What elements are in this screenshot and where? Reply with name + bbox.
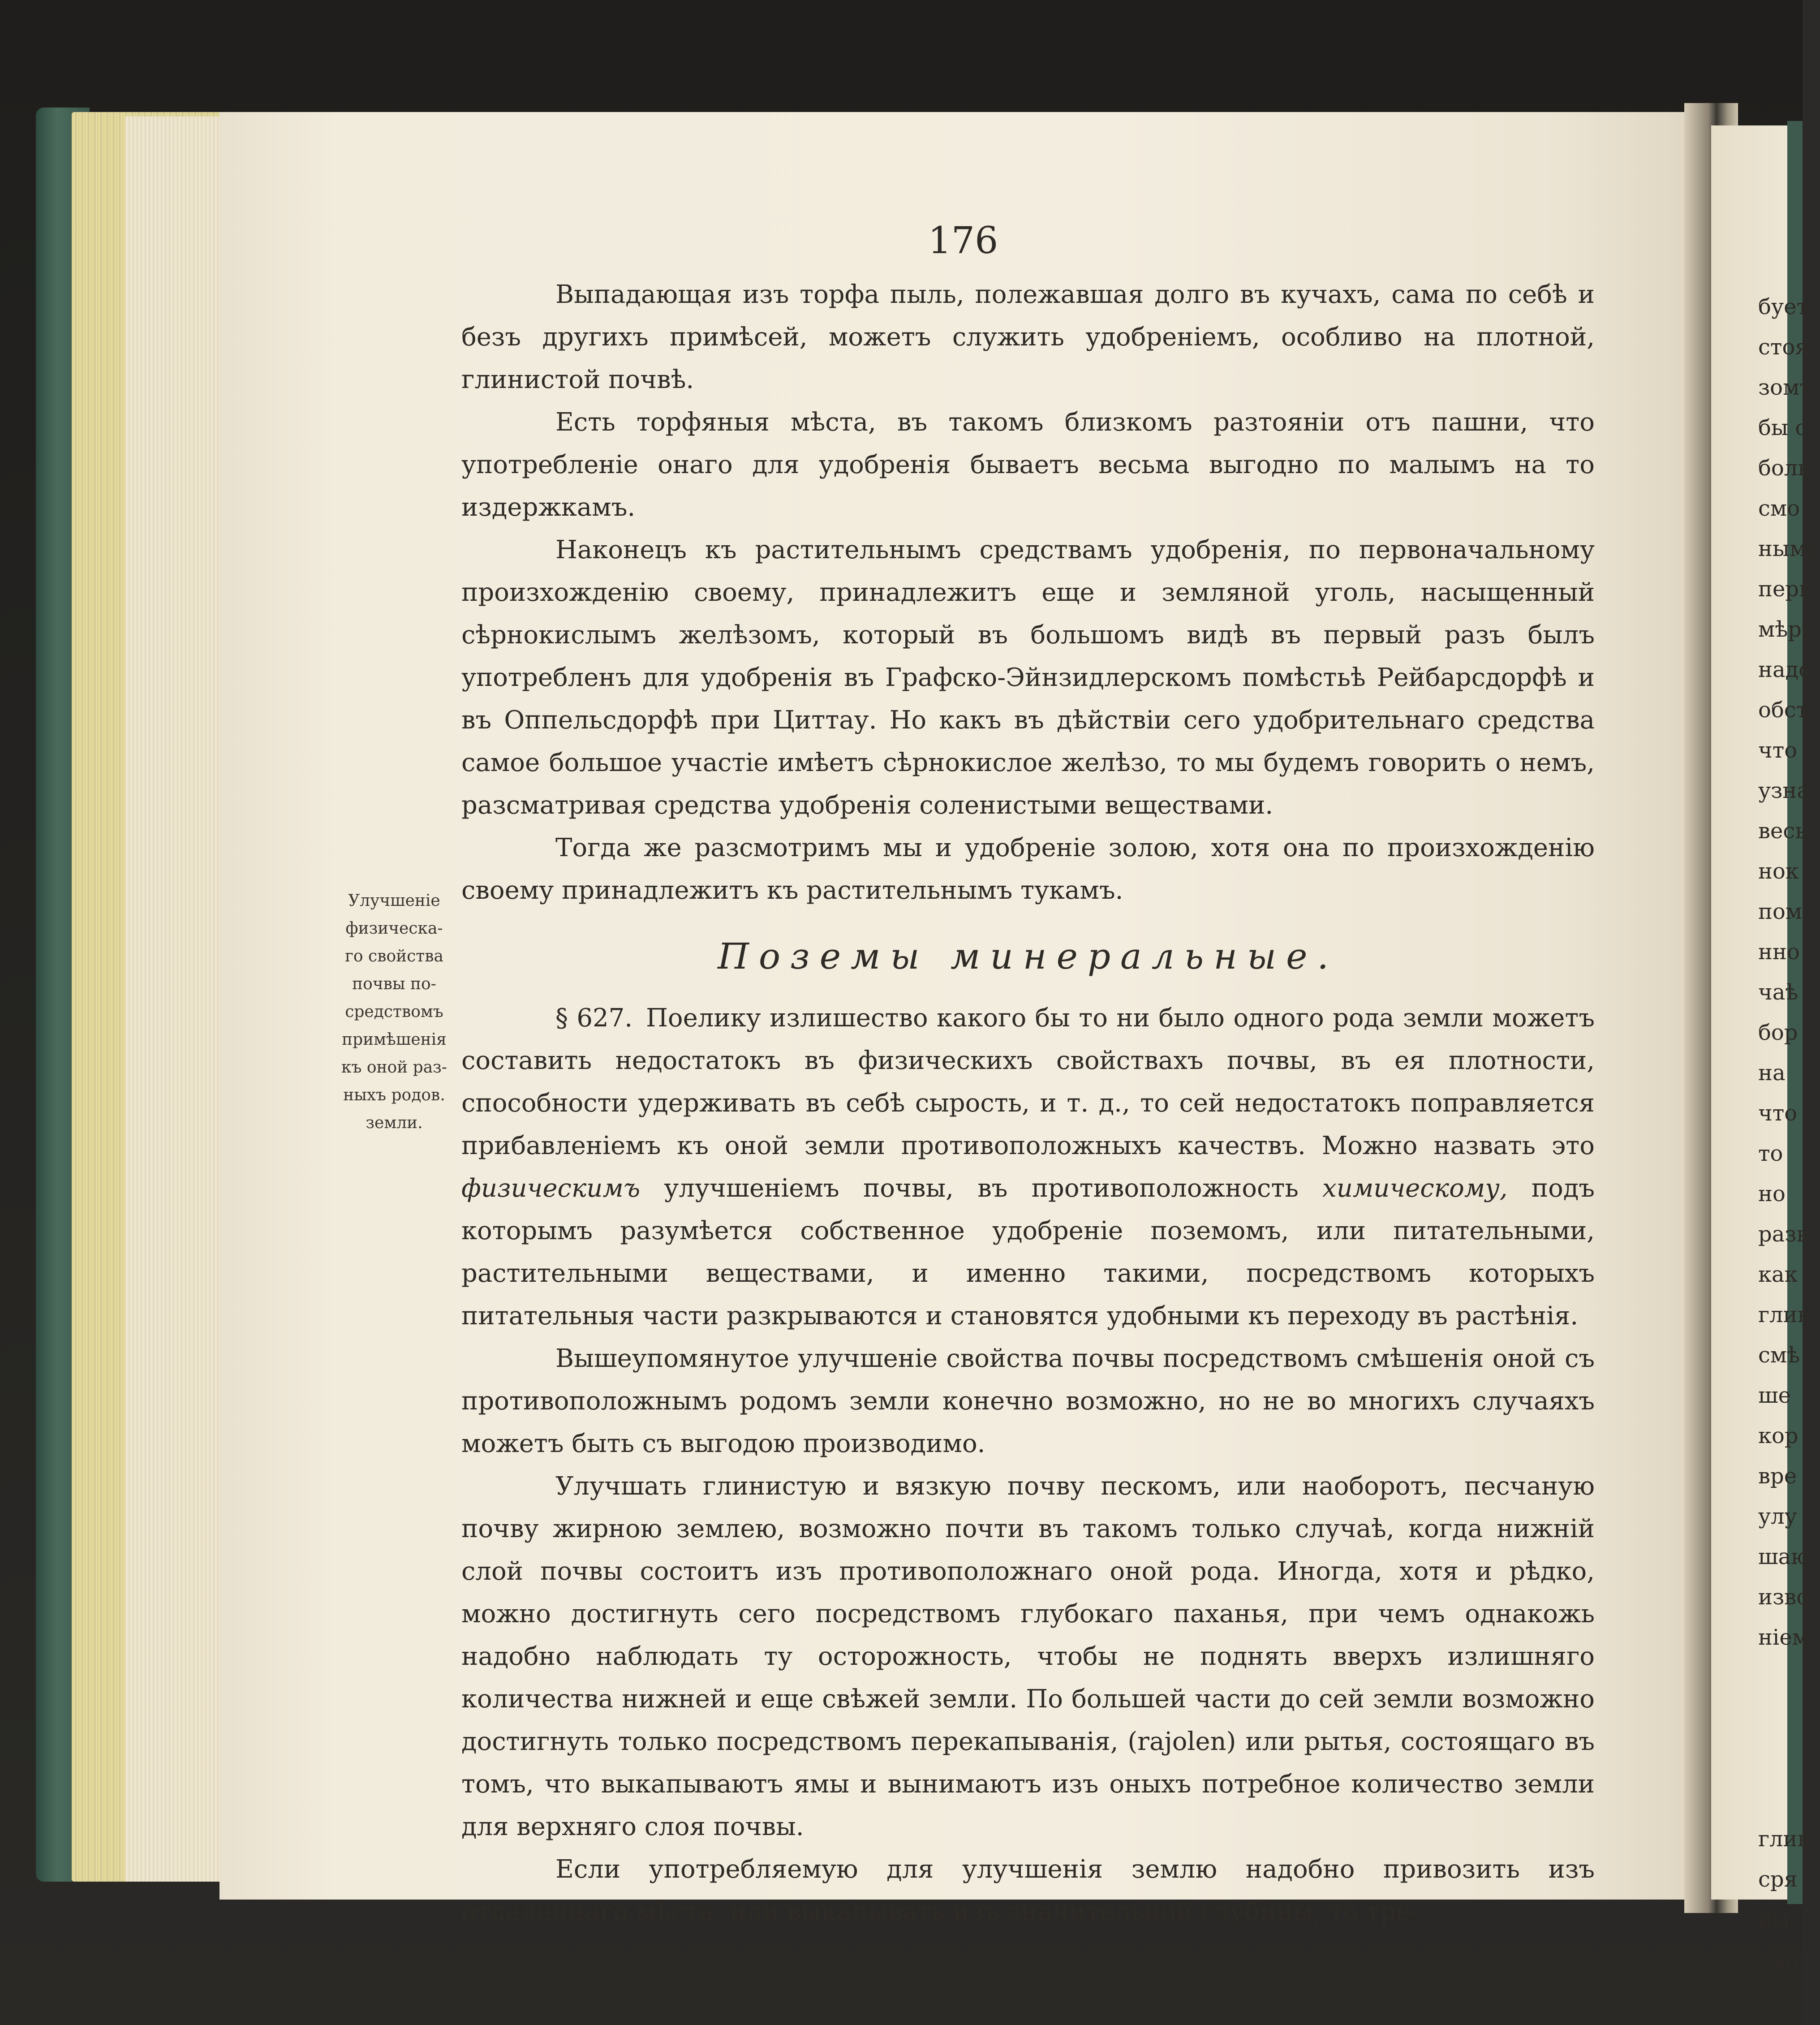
- margin-note-line: Улучшеніе: [348, 892, 440, 910]
- paragraph: Наконецъ къ растительнымъ средствамъ удобренія, по первоначальному произхожденію своему, принадлежитъ еще и земляной уголь, насыщенный сѣрнокислымъ желѣзомъ, который въ большомъ видѣ въ первый разъ былъ употребленъ для удобренія въ Графско-Эйнзидлерскомъ помѣстьѣ Рейбарсдорфѣ и въ Оппельсдорфѣ при Циттау. Но какъ въ дѣйствіи сего удобрительнаго средства самое большое участіе имѣетъ сѣрнокислое желѣзо, то мы будемъ говорить о немъ, разсматривая средства удобренія соленистыми веществами.: [461, 535, 1595, 820]
- facing-fragment: сря: [1758, 1867, 1798, 1892]
- facing-fragment: зомъ: [1758, 375, 1813, 400]
- facing-fragment: обст: [1758, 698, 1808, 723]
- facing-fragment: ны: [1758, 1907, 1790, 1932]
- facing-fragment: смо: [1758, 496, 1800, 521]
- facing-fragment: шаю: [1758, 1544, 1810, 1569]
- facing-fragment: бует: [1758, 294, 1809, 319]
- facing-fragment: смѣ: [1758, 1343, 1800, 1368]
- margin-note-line: ныхъ родов.: [343, 1086, 445, 1104]
- margin-note-line: физическа-: [345, 919, 443, 938]
- facing-fragment: изво: [1758, 1585, 1810, 1610]
- section-text: улучшеніемъ почвы, въ противоположность: [664, 1174, 1299, 1203]
- facing-fragment: узна: [1758, 778, 1810, 803]
- facing-fragment: бор: [1758, 1020, 1798, 1045]
- paragraph: Вышеупомянутое улучшеніе свойства почвы посредствомъ смѣшенія оной съ противоположнымъ родомъ земли конечно возможно, но не во многихъ случаяхъ можетъ быть съ выгодою производимо.: [461, 1344, 1595, 1458]
- facing-fragment: надо: [1758, 657, 1812, 682]
- paragraph: Есть торфяныя мѣста, въ такомъ близкомъ разтояніи отъ пашни, что употребленіе онаго для удобренія бываетъ весьма выгодно по малымъ на то издержкамъ.: [461, 408, 1595, 522]
- emphasis-chemical: химическому,: [1322, 1174, 1508, 1203]
- facing-fragment: Тан: [1758, 1947, 1800, 1973]
- facing-fragment: что: [1758, 738, 1798, 763]
- facing-fragment: как: [1758, 1262, 1798, 1287]
- margin-note: [336, 887, 452, 1137]
- facing-fragment: то: [1758, 1141, 1783, 1166]
- margin-note-line: почвы по-: [352, 975, 436, 993]
- section-number: § 627.: [555, 1004, 633, 1033]
- margin-note-line: примѣшенія: [342, 1030, 447, 1049]
- facing-page-text: [1758, 287, 1820, 1980]
- margin-note-line: къ оной раз-: [341, 1058, 447, 1077]
- facing-fragment: нымъ: [1758, 536, 1820, 561]
- facing-fragment: ше: [1758, 1383, 1791, 1408]
- section-text: Поелику излишество какого бы то ни было одного рода земли можетъ составить недостатокъ въ физическихъ свойствахъ почвы, въ ея плотности, способности удерживать въ себѣ сырость, и т. д., то сей недостатокъ поправляется прибавленіемъ къ оной земли противоположныхъ качествъ. Можно назвать это: [461, 1004, 1595, 1160]
- facing-fragment: что: [1758, 1101, 1798, 1126]
- facing-fragment: мѣрѣ: [1758, 617, 1815, 642]
- facing-fragment: на: [1758, 1060, 1786, 1086]
- facing-fragment: боль: [1758, 456, 1810, 481]
- page-body: [461, 273, 1595, 1933]
- facing-fragment: нок: [1758, 859, 1799, 884]
- page-number: 176: [928, 220, 998, 262]
- margin-note-line: земли.: [366, 1114, 423, 1132]
- facing-fragment: бы с: [1758, 415, 1807, 440]
- facing-fragment: ніем: [1758, 1625, 1809, 1650]
- page-edges-inner: [125, 116, 224, 1882]
- facing-fragment: глин: [1758, 1827, 1812, 1852]
- facing-fragment: перв: [1758, 577, 1811, 602]
- emphasis-physical: физическимъ: [461, 1174, 641, 1203]
- facing-fragment: пом: [1758, 899, 1803, 924]
- facing-fragment: глин: [1758, 1302, 1812, 1327]
- section-paragraph: [461, 997, 1595, 1337]
- paragraph: Выпадающая изъ торфа пыль, полежавшая долго въ кучахъ, сама по себѣ и безъ другихъ примѣсей, можетъ служить удобреніемъ, особливо на плотной, глинистой почвѣ.: [461, 280, 1595, 394]
- facing-fragment: улу: [1758, 1504, 1797, 1529]
- facing-fragment: разк: [1758, 1222, 1810, 1247]
- margin-note-line: средствомъ: [345, 1003, 443, 1021]
- facing-fragment: но: [1758, 1181, 1786, 1206]
- facing-fragment: вре: [1758, 1464, 1797, 1489]
- margin-note-line: го свойства: [345, 947, 443, 965]
- facing-gap: [1758, 1658, 1803, 1819]
- paragraph: Если употребляемую для улучшенія землю надобно привозить изъ отдаленнаго мѣста, или выкапывать изъ значительной глубины, то тре-: [461, 1855, 1595, 1926]
- facing-fragment: нно: [1758, 939, 1800, 965]
- section-heading: Поземы минеральные.: [718, 935, 1338, 977]
- paragraph: Улучшать глинистую и вязкую почву пескомъ, или наоборотъ, песчаную почву жирною землею, возможно почти въ такомъ только случаѣ, когда нижній слой почвы состоитъ изъ противоположнаго оной рода. Иногда, хотя и рѣдко, можно достигнуть сего посредствомъ глубокаго паханья, при чемъ однакожь надобно наблюдать ту осторожность, чтобы не поднять вверхъ излишняго количества нижней и еще свѣжей земли. По большей части до сей земли возможно достигнуть только посредствомъ перекапыванія, (rajolen) или рытья, состоящаго въ томъ, что выкапываютъ ямы и вынимаютъ изъ оныхъ потребное количество земли для верхняго слоя почвы.: [461, 1472, 1595, 1841]
- facing-fragment: кор: [1758, 1423, 1798, 1448]
- paragraph: Тогда же разсмотримъ мы и удобреніе золою, хотя она по произхожденію своему принадлежитъ къ растительнымъ тукамъ.: [461, 833, 1595, 905]
- facing-fragment: чаѣ: [1758, 980, 1798, 1005]
- facing-fragment: весь: [1758, 819, 1807, 844]
- facing-fragment: стоя: [1758, 335, 1809, 360]
- section-text: подъ которымъ разумѣется собственное удобреніе поземомъ, или питательными, растительными веществами, и именно такими, посредствомъ которыхъ питательныя части разкрываются и становятся удобными къ переходу въ растѣнія.: [461, 1174, 1595, 1331]
